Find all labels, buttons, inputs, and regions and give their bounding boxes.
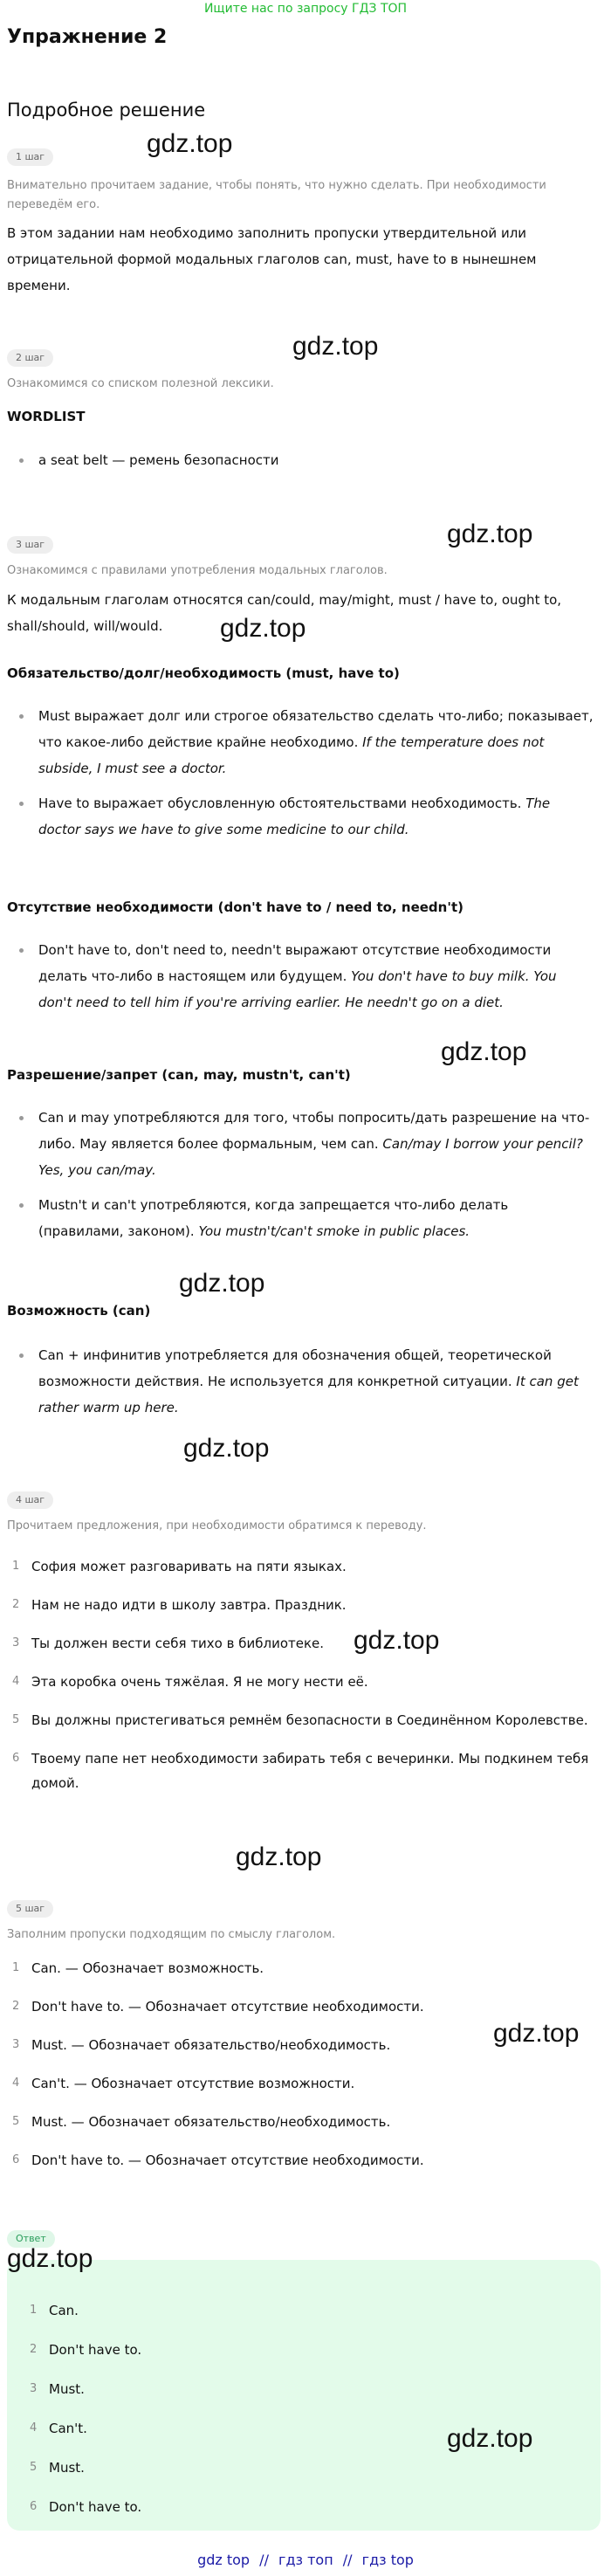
list-item bbox=[17, 2455, 585, 2480]
explanation-text: Don't have to. — Обозначает отсутствие необходимости. bbox=[31, 2152, 424, 2168]
list-item bbox=[17, 2377, 585, 2401]
rule-heading-obligation: Обязательство/долг/необходимость (must, have to) bbox=[7, 665, 400, 681]
rule-example: If the temperature does not subside, I must see a doctor. bbox=[38, 734, 545, 776]
answer-list bbox=[17, 2298, 585, 2534]
footer-link-gdz-top-ru[interactable]: гдз топ bbox=[278, 2552, 333, 2568]
sentence-list bbox=[0, 1554, 594, 1809]
item-number: 1 bbox=[12, 1560, 20, 1573]
sentence-text: Ты должен вести себя тихо в библиотеке. bbox=[31, 1636, 325, 1651]
item-number: 3 bbox=[30, 2382, 38, 2395]
answer-text: Can't. bbox=[49, 2421, 87, 2436]
watermark: gdz.top bbox=[183, 1434, 270, 1463]
answer-badge-label: Ответ bbox=[7, 2230, 55, 2248]
list-item bbox=[0, 2148, 594, 2173]
list-item bbox=[17, 2338, 585, 2362]
sentence-text: Нам не надо идти в школу завтра. Праздник. bbox=[31, 1597, 347, 1613]
list-item bbox=[0, 1554, 594, 1579]
step-3-intro: К модальным глаголам относятся can/could, may/might, must / have to, ought to, shall/should, will/would. bbox=[7, 592, 562, 634]
bullet-dot bbox=[19, 714, 24, 719]
sentence-text: София может разговаривать на пяти языках. bbox=[31, 1559, 347, 1574]
rule-heading-permission: Разрешение/запрет (can, may, mustn't, can't) bbox=[7, 1067, 351, 1083]
step-5-hint: Заполним пропуски подходящим по смыслу глаголом. bbox=[7, 1928, 336, 1941]
item-number: 5 bbox=[12, 2115, 20, 2128]
rule-example: It can get rather warm up here. bbox=[38, 1374, 579, 1415]
step-4-badge bbox=[7, 1490, 53, 1509]
rule-example: The doctor says we have to give some medicine to our child. bbox=[38, 796, 551, 837]
rule-list-permission bbox=[0, 1105, 594, 1253]
wordlist-item: a seat belt — ремень безопасности bbox=[38, 452, 279, 468]
rule-list-obligation bbox=[0, 703, 594, 851]
watermark: gdz.top bbox=[292, 332, 379, 361]
watermark: gdz.top bbox=[7, 2244, 93, 2273]
answer-text: Must. bbox=[49, 2460, 85, 2476]
step-4-hint: Прочитаем предложения, при необходимости обратимся к переводу. bbox=[7, 1519, 427, 1533]
answer-explanations bbox=[0, 1956, 594, 2187]
footer-separator: // bbox=[259, 2552, 269, 2568]
step-badge-label: 1 шаг bbox=[7, 148, 53, 166]
wordlist-title: WORDLIST bbox=[7, 409, 86, 424]
list-item bbox=[0, 1994, 594, 2019]
item-number: 2 bbox=[12, 2000, 20, 2013]
item-number: 5 bbox=[12, 1713, 20, 1726]
step-1-text: В этом задании нам необходимо заполнить пропуски утвердительной или отрицательной формой модальных глаголов can, must, have to в нынешнем времени. bbox=[7, 225, 537, 293]
list-item bbox=[0, 1956, 594, 1980]
explanation-text: Must. — Обозначает обязательство/необходимость. bbox=[31, 2037, 391, 2053]
list-item bbox=[17, 2298, 585, 2323]
sentence-text: Твоему папе нет необходимости забирать тебя с вечеринки. Мы подкинем тебя домой. bbox=[31, 1751, 589, 1791]
list-item bbox=[17, 2495, 585, 2519]
rule-text: Can + инфинитив употребляется для обозначения общей, теоретической возможности действия. Не используется для конкретной ситуации. bbox=[38, 1347, 552, 1389]
rule-text: Must выражает долг или строгое обязательство сделать что-либо; показывает, что какое-либо действие крайне необходимо. bbox=[38, 708, 594, 750]
list-item bbox=[0, 1105, 594, 1183]
answer-text: Must. bbox=[49, 2381, 85, 2397]
rule-heading-no-necessity: Отсутствие необходимости (don't have to / need to, needn't) bbox=[7, 899, 463, 915]
item-number: 1 bbox=[30, 2304, 38, 2317]
step-1-badge bbox=[7, 147, 53, 166]
bullet-dot bbox=[19, 458, 24, 463]
item-number: 2 bbox=[30, 2343, 38, 2356]
rule-text: Can и may употребляются для того, чтобы попросить/дать разрешение на что-либо. May является более формальным, чем can. bbox=[38, 1110, 590, 1152]
step-3-hint: Ознакомимся с правилами употребления модальных глаголов. bbox=[7, 564, 388, 577]
watermark: gdz.top bbox=[179, 1269, 265, 1298]
answer-text: Don't have to. bbox=[49, 2342, 142, 2358]
step-badge-label: 4 шаг bbox=[7, 1491, 53, 1509]
sentence-text: Эта коробка очень тяжёлая. Я не могу нести её. bbox=[31, 1674, 368, 1690]
rule-example: Can/may I borrow your pencil? Yes, you can/may. bbox=[38, 1136, 583, 1178]
rule-example: You mustn't/can't smoke in public places. bbox=[198, 1223, 470, 1239]
rule-list-possibility bbox=[0, 1342, 594, 1429]
watermark: gdz.top bbox=[447, 520, 533, 548]
list-item bbox=[0, 447, 594, 473]
section-title: Подробное решение bbox=[7, 100, 206, 121]
rule-text: Don't have to, don't need to, needn't выражают отсутствие необходимости делать что-либо в настоящем или будущем. bbox=[38, 942, 552, 984]
step-1-hint: Внимательно прочитаем задание, чтобы понять, что нужно сделать. При необходимости переведём его. bbox=[7, 179, 546, 211]
explanation-text: Must. — Обозначает обязательство/необходимость. bbox=[31, 2114, 391, 2130]
item-number: 6 bbox=[12, 2153, 20, 2166]
item-number: 4 bbox=[12, 2077, 20, 2090]
item-number: 4 bbox=[30, 2421, 38, 2435]
step-2-badge bbox=[7, 348, 53, 367]
list-item bbox=[0, 790, 594, 843]
step-2-hint: Ознакомимся со списком полезной лексики. bbox=[7, 377, 274, 390]
answer-text: Don't have to. bbox=[49, 2499, 142, 2515]
rule-heading-possibility: Возможность (can) bbox=[7, 1303, 151, 1319]
list-item bbox=[0, 1342, 594, 1421]
rule-example: You don't have to buy milk. You don't need to tell him if you're arriving earlier. He needn't go on a diet. bbox=[38, 968, 557, 1010]
footer-separator: // bbox=[342, 2552, 353, 2568]
answer-text: Can. bbox=[49, 2303, 79, 2318]
watermark: gdz.top bbox=[236, 1842, 322, 1871]
step-badge-label: 3 шаг bbox=[7, 536, 53, 554]
rule-list-no-necessity bbox=[0, 937, 594, 1024]
wordlist bbox=[0, 447, 594, 482]
step-badge-label: 2 шаг bbox=[7, 349, 53, 367]
rule-text: Have to выражает обусловленную обстоятельствами необходимость. bbox=[38, 796, 526, 811]
bullet-dot bbox=[19, 1203, 24, 1208]
watermark: gdz.top bbox=[147, 129, 233, 158]
bullet-dot bbox=[19, 948, 24, 953]
list-item bbox=[0, 2071, 594, 2096]
list-item bbox=[0, 1192, 594, 1244]
watermark: gdz.top bbox=[441, 1037, 527, 1066]
search-banner[interactable]: Ищите нас по запросу ГДЗ ТОП bbox=[203, 2, 408, 16]
list-item bbox=[0, 1708, 594, 1732]
item-number: 3 bbox=[12, 2038, 20, 2051]
bullet-dot bbox=[19, 1116, 24, 1120]
rule-text: Mustn't и can't употребляются, когда запрещается что-либо делать (правилами, законом). bbox=[38, 1197, 509, 1239]
item-number: 4 bbox=[12, 1675, 20, 1688]
item-number: 6 bbox=[30, 2500, 38, 2513]
bullet-dot bbox=[19, 1353, 24, 1358]
step-5-badge bbox=[7, 1898, 53, 1918]
sentence-text: Вы должны пристегиваться ремнём безопасности в Соединённом Королевстве. bbox=[31, 1712, 588, 1728]
list-item bbox=[0, 1746, 594, 1795]
item-number: 3 bbox=[12, 1636, 20, 1650]
step-badge-label: 5 шаг bbox=[7, 1900, 53, 1918]
bullet-dot bbox=[19, 802, 24, 806]
footer-link-gdz-top[interactable]: gdz top bbox=[197, 2552, 251, 2568]
list-item bbox=[0, 1670, 594, 1694]
watermark: gdz.top bbox=[493, 2019, 580, 2048]
explanation-text: Don't have to. — Обозначает отсутствие необходимости. bbox=[31, 1999, 424, 2015]
item-number: 6 bbox=[12, 1752, 20, 1765]
footer-links bbox=[0, 2552, 611, 2568]
watermark: gdz.top bbox=[220, 614, 306, 643]
list-item bbox=[0, 2110, 594, 2134]
step-3-badge bbox=[7, 534, 53, 554]
page-title: Упражнение 2 bbox=[7, 26, 168, 48]
footer-link-gdz-top-mixed[interactable]: гдз top bbox=[361, 2552, 414, 2568]
list-item bbox=[0, 703, 594, 782]
item-number: 5 bbox=[30, 2461, 38, 2474]
item-number: 2 bbox=[12, 1598, 20, 1611]
watermark: gdz.top bbox=[354, 1626, 440, 1655]
watermark: gdz.top bbox=[447, 2424, 533, 2453]
list-item bbox=[0, 1593, 594, 1617]
list-item bbox=[0, 1631, 594, 1656]
explanation-text: Can. — Обозначает возможность. bbox=[31, 1960, 264, 1976]
list-item bbox=[0, 937, 594, 1016]
explanation-text: Can't. — Обозначает отсутствие возможности. bbox=[31, 2076, 355, 2091]
item-number: 1 bbox=[12, 1961, 20, 1974]
